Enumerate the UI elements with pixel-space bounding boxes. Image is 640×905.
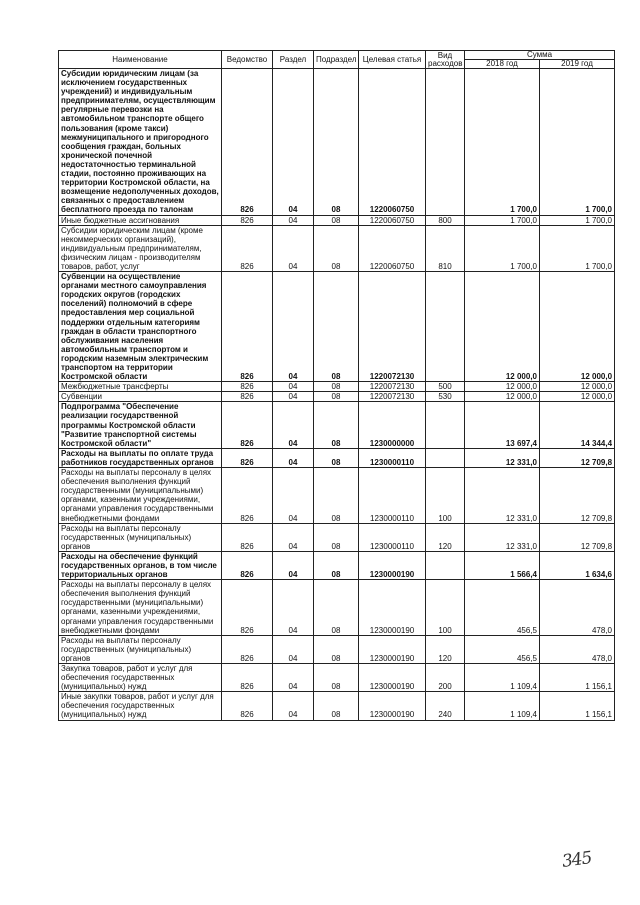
cell-name: Подпрограмма "Обеспечение реализации государственной программы Костромской области "Развитие транспортной системы Костромской области" [59,402,222,448]
cell-podrazdel: 08 [314,382,359,392]
cell-razdel: 04 [273,382,314,392]
cell-cel: 1230000190 [359,635,426,663]
cell-cel: 1230000190 [359,551,426,579]
cell-name: Расходы на выплаты персоналу государственных (муниципальных) органов [59,635,222,663]
cell-podrazdel: 08 [314,272,359,382]
cell-name: Субсидии юридическим лицам (за исключением государственных учреждений) и индивидуальным предпринимателям, осуществляющим регулярные перевозки на автомобильном транспорте общего пользования (кроме такси) межмуниципального и пригородного сообщения граждан, больных хронической почечной недостаточностью терминальной стадии, постоянно проживающих на территории Костромской области, на возмещение недополученных доходов, связанных с предоставлением бесплатного проезда по талонам [59,69,222,216]
cell-razdel: 04 [273,635,314,663]
cell-ved: 826 [222,551,273,579]
cell-cel: 1230000110 [359,523,426,551]
cell-sum-2018: 1 700,0 [465,215,540,225]
table-row [59,523,615,551]
cell-cel: 1220060750 [359,215,426,225]
table-row [59,551,615,579]
header-vid: Вид расходов [426,51,465,69]
cell-ved: 826 [222,392,273,402]
cell-name: Иные бюджетные ассигнования [59,215,222,225]
table-row [59,468,615,524]
table-row [59,382,615,392]
cell-podrazdel: 08 [314,551,359,579]
cell-ved: 826 [222,635,273,663]
cell-vid: 120 [426,523,465,551]
cell-sum-2019: 12 000,0 [540,392,615,402]
cell-sum-2018: 1 109,4 [465,664,540,692]
cell-cel: 1230000190 [359,580,426,636]
cell-sum-2018: 13 697,4 [465,402,540,448]
cell-cel: 1230000110 [359,448,426,467]
table-row [59,402,615,448]
header-year-2018: 2018 год [465,60,540,69]
cell-sum-2019: 12 709,8 [540,448,615,467]
cell-vid: 100 [426,580,465,636]
table-row [59,225,615,271]
cell-cel: 1230000190 [359,664,426,692]
cell-sum-2019: 1 700,0 [540,225,615,271]
cell-ved: 826 [222,225,273,271]
cell-ved: 826 [222,523,273,551]
table-row [59,272,615,382]
cell-razdel: 04 [273,468,314,524]
cell-name: Расходы на выплаты персоналу в целях обеспечения выполнения функций государственными (муниципальными) органами, казенными учреждениями, органами управления государственными внебюджетными фондами [59,580,222,636]
table-body [59,69,615,721]
cell-razdel: 04 [273,692,314,720]
cell-name: Расходы на обеспечение функций государственных органов, в том числе территориальных органов [59,551,222,579]
cell-ved: 826 [222,382,273,392]
cell-name: Закупка товаров, работ и услуг для обеспечения государственных (муниципальных) нужд [59,664,222,692]
cell-sum-2019: 12 000,0 [540,382,615,392]
cell-name: Межбюджетные трансферты [59,382,222,392]
cell-sum-2018: 456,5 [465,580,540,636]
cell-podrazdel: 08 [314,69,359,216]
cell-name: Субвенции [59,392,222,402]
cell-cel: 1220060750 [359,225,426,271]
cell-razdel: 04 [273,225,314,271]
cell-sum-2019: 1 156,1 [540,664,615,692]
cell-sum-2019: 12 000,0 [540,272,615,382]
cell-vid: 200 [426,664,465,692]
cell-podrazdel: 08 [314,692,359,720]
cell-razdel: 04 [273,523,314,551]
cell-vid: 810 [426,225,465,271]
cell-sum-2019: 12 709,8 [540,523,615,551]
cell-name: Субвенции на осуществление органами местного самоуправления городских округов (городских поселений) полномочий в сфере предоставления мер социальной поддержки отдельным категориям граждан в области транспортного обслуживания населения автомобильным транспортом и городским наземным электрическим транспортом на территории Костромской области [59,272,222,382]
cell-podrazdel: 08 [314,580,359,636]
cell-razdel: 04 [273,664,314,692]
cell-podrazdel: 08 [314,448,359,467]
cell-vid: 530 [426,392,465,402]
cell-name: Расходы на выплаты по оплате труда работников государственных органов [59,448,222,467]
cell-podrazdel: 08 [314,392,359,402]
cell-sum-2019: 1 700,0 [540,215,615,225]
table-row [59,635,615,663]
cell-sum-2019: 478,0 [540,635,615,663]
header-ved: Ведомство [222,51,273,69]
cell-cel: 1220072130 [359,382,426,392]
handwritten-page-number: 345 [560,848,593,872]
cell-name: Расходы на выплаты персоналу государственных (муниципальных) органов [59,523,222,551]
cell-sum-2018: 456,5 [465,635,540,663]
cell-ved: 826 [222,272,273,382]
cell-sum-2019: 1 700,0 [540,69,615,216]
cell-cel: 1230000000 [359,402,426,448]
cell-ved: 826 [222,69,273,216]
cell-vid: 500 [426,382,465,392]
table-row [59,215,615,225]
cell-podrazdel: 08 [314,664,359,692]
cell-sum-2018: 12 331,0 [465,448,540,467]
cell-sum-2018: 12 000,0 [465,382,540,392]
cell-sum-2019: 14 344,4 [540,402,615,448]
cell-name: Субсидии юридическим лицам (кроме некоммерческих организаций), индивидуальным предпринимателям, физическим лицам - производителям товаров, работ, услуг [59,225,222,271]
cell-podrazdel: 08 [314,402,359,448]
table-row [59,664,615,692]
cell-sum-2019: 1 156,1 [540,692,615,720]
cell-vid [426,272,465,382]
cell-sum-2018: 1 700,0 [465,69,540,216]
table-row [59,69,615,216]
cell-podrazdel: 08 [314,635,359,663]
cell-podrazdel: 08 [314,468,359,524]
cell-ved: 826 [222,580,273,636]
cell-podrazdel: 08 [314,523,359,551]
table-row [59,692,615,720]
cell-ved: 826 [222,664,273,692]
cell-sum-2019: 1 634,6 [540,551,615,579]
cell-razdel: 04 [273,551,314,579]
cell-razdel: 04 [273,448,314,467]
cell-cel: 1230000110 [359,468,426,524]
cell-vid: 100 [426,468,465,524]
header-razdel: Раздел [273,51,314,69]
cell-sum-2018: 1 700,0 [465,225,540,271]
cell-ved: 826 [222,402,273,448]
header-cel: Целевая статья [359,51,426,69]
cell-ved: 826 [222,468,273,524]
cell-sum-2018: 1 566,4 [465,551,540,579]
header-name: Наименование [59,51,222,69]
cell-sum-2018: 12 000,0 [465,392,540,402]
cell-vid [426,402,465,448]
cell-vid [426,448,465,467]
cell-name: Расходы на выплаты персоналу в целях обеспечения выполнения функций государственными (муниципальными) органами, казенными учреждениями, органами управления государственными внебюджетными фондами [59,468,222,524]
cell-podrazdel: 08 [314,225,359,271]
cell-name: Иные закупки товаров, работ и услуг для обеспечения государственных (муниципальных) нужд [59,692,222,720]
cell-cel: 1220060750 [359,69,426,216]
cell-vid: 240 [426,692,465,720]
cell-sum-2018: 12 000,0 [465,272,540,382]
table-row [59,392,615,402]
cell-sum-2018: 12 331,0 [465,468,540,524]
cell-vid [426,69,465,216]
table-row [59,580,615,636]
cell-razdel: 04 [273,392,314,402]
cell-sum-2018: 1 109,4 [465,692,540,720]
header-summa: Сумма [465,51,615,60]
cell-razdel: 04 [273,69,314,216]
cell-vid [426,551,465,579]
cell-razdel: 04 [273,215,314,225]
table-header [59,51,615,69]
header-year-2019: 2019 год [540,60,615,69]
cell-cel: 1220072130 [359,392,426,402]
cell-razdel: 04 [273,580,314,636]
budget-table [58,50,615,721]
cell-sum-2018: 12 331,0 [465,523,540,551]
cell-sum-2019: 478,0 [540,580,615,636]
cell-ved: 826 [222,215,273,225]
cell-cel: 1220072130 [359,272,426,382]
table-row [59,448,615,467]
cell-razdel: 04 [273,402,314,448]
cell-podrazdel: 08 [314,215,359,225]
cell-sum-2019: 12 709,8 [540,468,615,524]
cell-razdel: 04 [273,272,314,382]
cell-cel: 1230000190 [359,692,426,720]
header-podrazdel: Подраздел [314,51,359,69]
cell-vid: 800 [426,215,465,225]
cell-ved: 826 [222,692,273,720]
cell-ved: 826 [222,448,273,467]
cell-vid: 120 [426,635,465,663]
